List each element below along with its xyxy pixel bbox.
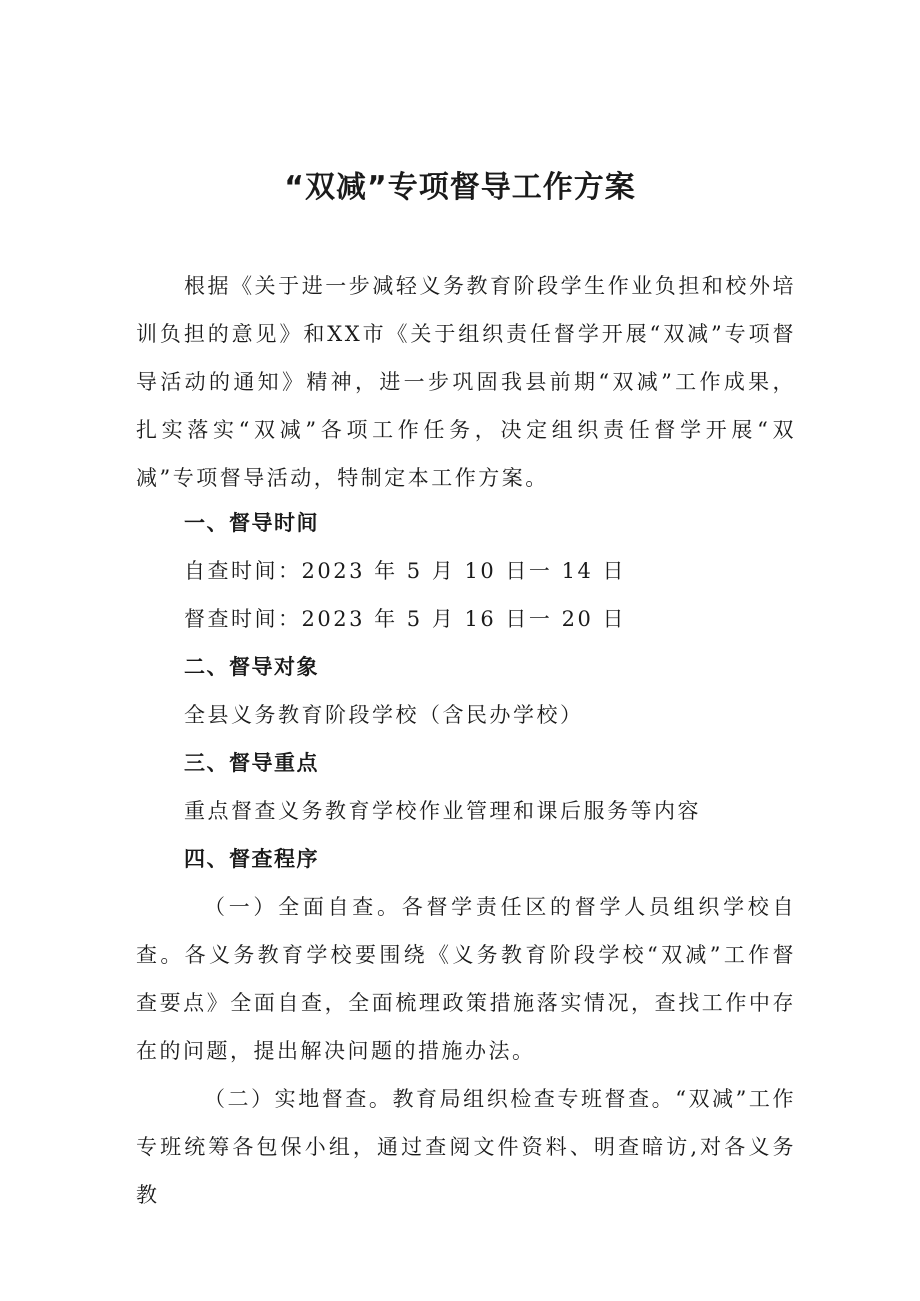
- target-text: 全县义务教育阶段学校（含民办学校）: [184, 703, 584, 727]
- inspection-time: 督查时间：2023 年 5 月 16 日一 20 日: [184, 607, 626, 631]
- procedure-paragraph-on-site: （二）实地督查。教育局组织检查专班督查。“双减”工作专班统筹各包保小组，通过查阅文件资料、明查暗访,对各义务教: [136, 1087, 796, 1207]
- intro-paragraph: 根据《关于进一步减轻义务教育阶段学生作业负担和校外培训负担的意见》和XX市《关于组织责任督学开展“双减”专项督导活动的通知》精神，进一步巩固我县前期“双减”工作成果，扎实落实“双减”各项工作任务，决定组织责任督学开展“双减”专项督导活动，特制定本工作方案。: [136, 274, 796, 490]
- section-heading-target: 二、督导对象: [184, 655, 319, 679]
- section-heading-procedure: 四、督查程序: [184, 847, 319, 871]
- document-title: “双减”专项督导工作方案: [284, 170, 636, 205]
- focus-text: 重点督查义务教育学校作业管理和课后服务等内容: [184, 799, 701, 823]
- self-check-time: 自查时间：2023 年 5 月 10 日一 14 日: [184, 559, 626, 583]
- procedure-paragraph-self-check: （一）全面自查。各督学责任区的督学人员组织学校自查。各义务教育学校要围绕《义务教育阶段学校“双减”工作督查要点》全面自查，全面梳理政策措施落实情况，查找工作中存在的问题，提出解决问题的措施办法。: [136, 895, 796, 1063]
- section-heading-time: 一、督导时间: [184, 511, 319, 535]
- section-heading-focus: 三、督导重点: [184, 751, 319, 775]
